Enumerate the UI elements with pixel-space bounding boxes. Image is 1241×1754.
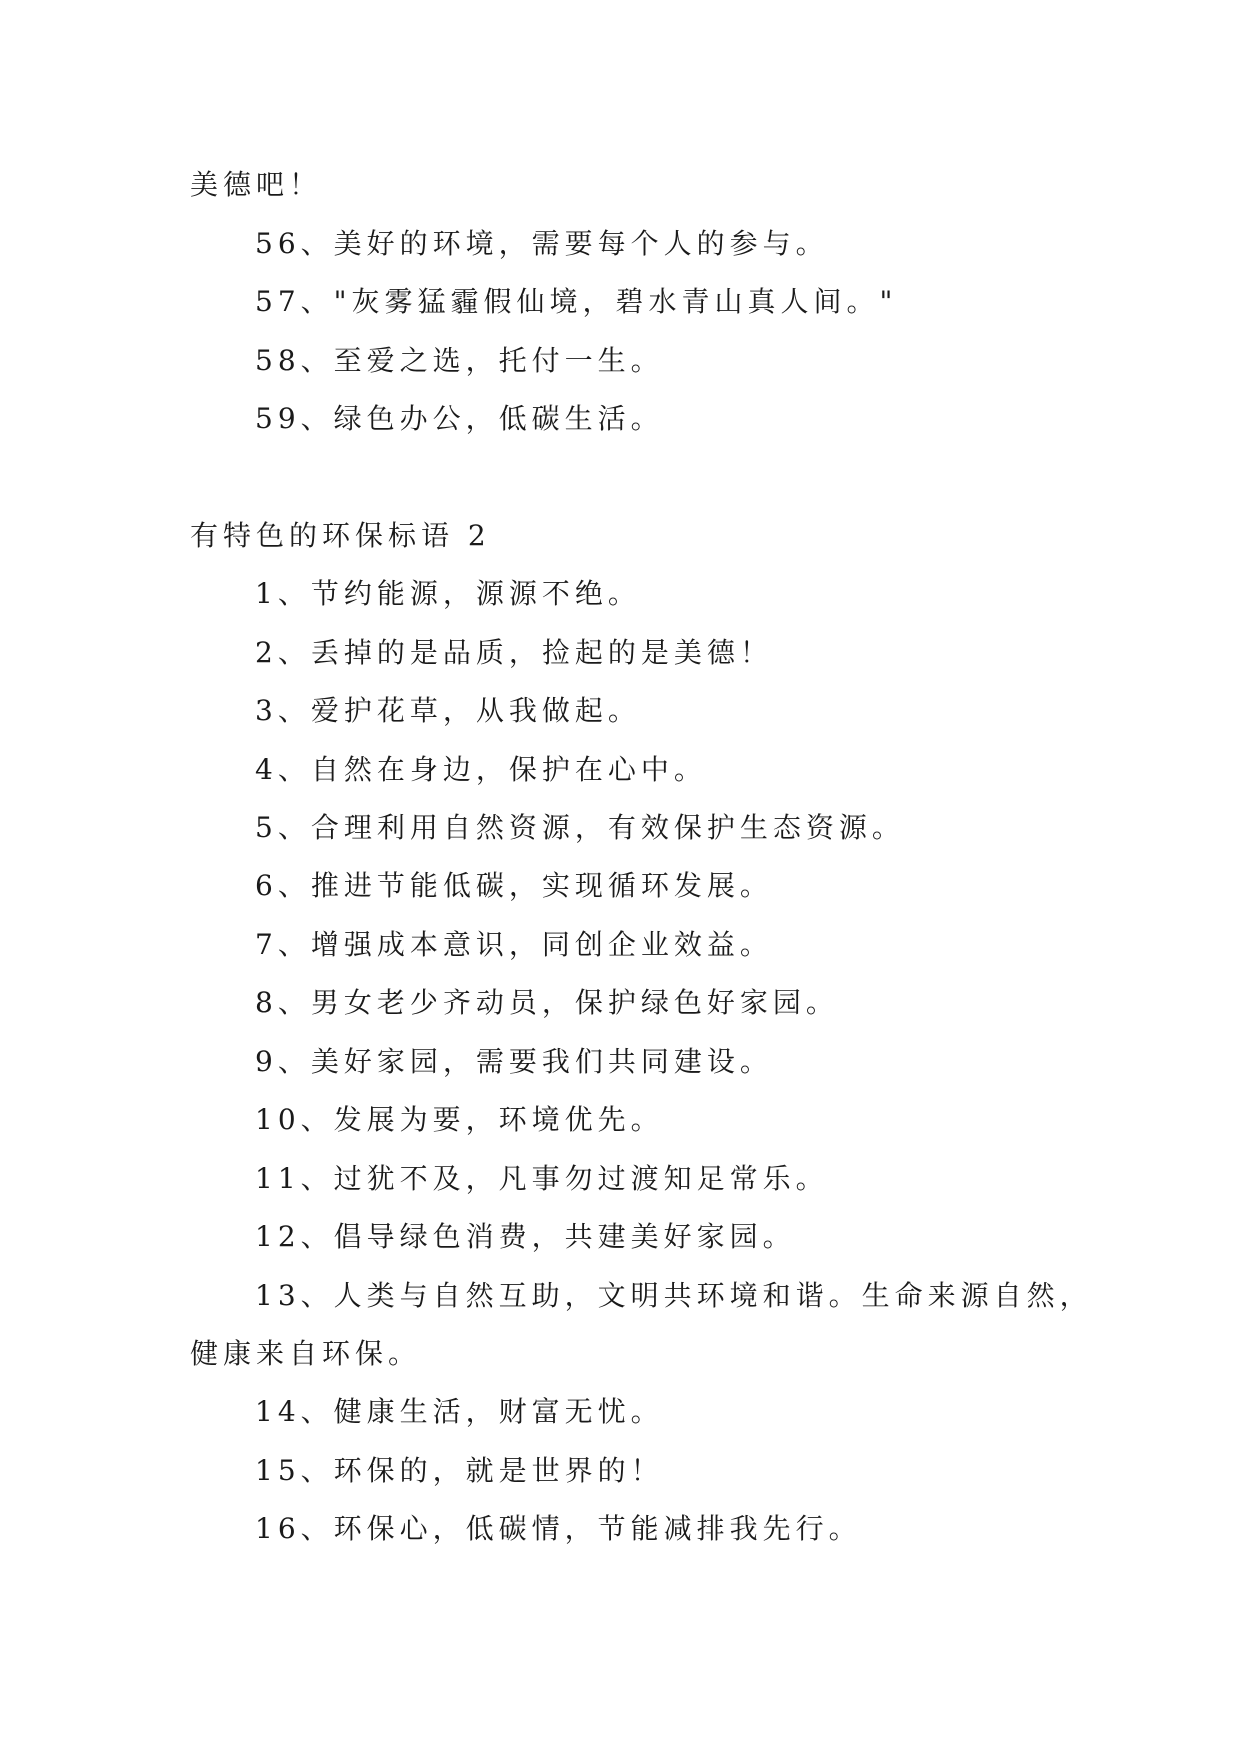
slogan-item: 4、自然在身边，保护在心中。 — [255, 753, 707, 786]
slogan-item: 12、倡导绿色消费，共建美好家园。 — [255, 1220, 796, 1253]
slogan-item: 59、绿色办公，低碳生活。 — [255, 402, 664, 435]
slogan-item: 7、增强成本意识，同创企业效益。 — [255, 928, 773, 961]
slogan-item: 6、推进节能低碳，实现循环发展。 — [255, 869, 773, 902]
slogan-item: 13、人类与自然互助，文明共环境和谐。生命来源自然， — [255, 1279, 1093, 1312]
slogan-item: 9、美好家园，需要我们共同建设。 — [255, 1045, 773, 1078]
slogan-item: 58、至爱之选，托付一生。 — [255, 344, 664, 377]
slogan-item: 5、合理利用自然资源，有效保护生态资源。 — [255, 811, 905, 844]
slogan-item: 2、丢掉的是品质，捡起的是美德！ — [255, 636, 773, 669]
slogan-item: 57、"灰雾猛霾假仙境，碧水青山真人间。" — [255, 285, 898, 318]
slogan-item-continuation: 健康来自环保。 — [190, 1337, 422, 1370]
section-heading: 有特色的环保标语 2 — [190, 519, 491, 552]
continuation-text: 美德吧！ — [190, 168, 323, 201]
slogan-item: 8、男女老少齐动员，保护绿色好家园。 — [255, 986, 839, 1019]
slogan-item: 56、美好的环境，需要每个人的参与。 — [255, 227, 829, 260]
slogan-item: 16、环保心，低碳情，节能减排我先行。 — [255, 1512, 862, 1545]
slogan-item: 15、环保的，就是世界的！ — [255, 1454, 664, 1487]
slogan-item: 3、爱护花草，从我做起。 — [255, 694, 641, 727]
slogan-item: 14、健康生活，财富无忧。 — [255, 1395, 664, 1428]
slogan-item: 11、过犹不及，凡事勿过渡知足常乐。 — [255, 1162, 829, 1195]
slogan-item: 10、发展为要，环境优先。 — [255, 1103, 664, 1136]
slogan-item: 1、节约能源，源源不绝。 — [255, 577, 641, 610]
